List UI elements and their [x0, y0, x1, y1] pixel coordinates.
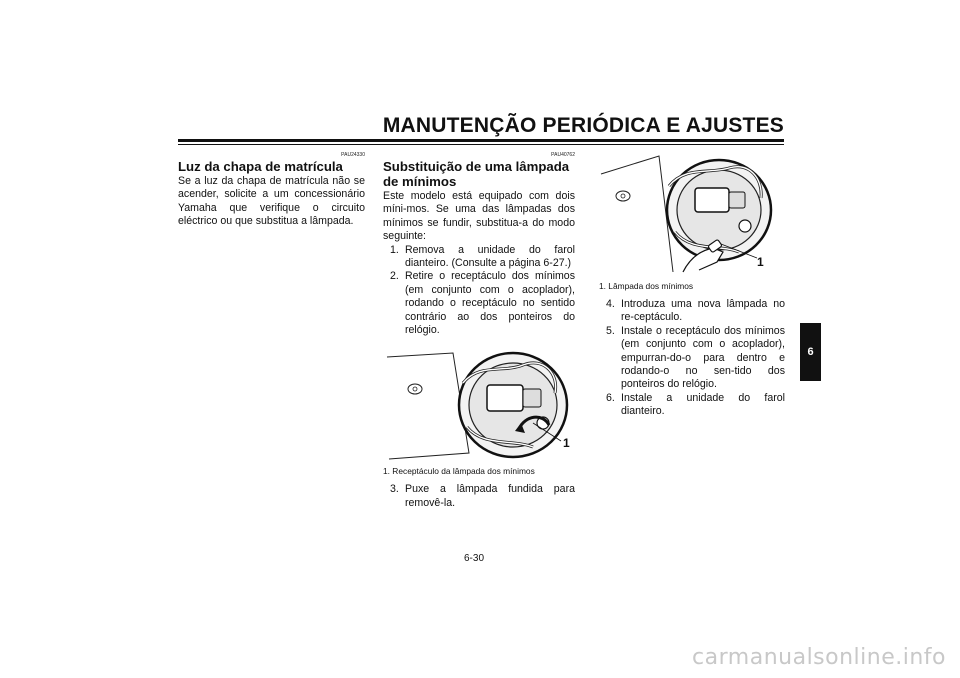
steps-list	[599, 298, 785, 419]
column-right	[599, 152, 785, 419]
step-text: Retire o receptáculo dos mínimos (em conjunto com o acoplador), rodando o receptáculo no sentido contrário ao dos ponteiros do relógio.	[405, 270, 575, 337]
figure-caption: 1. Lâmpada dos mínimos	[599, 281, 694, 291]
section-heading-position-lamp: Substituição de uma lâmpada de mínimos	[383, 159, 570, 189]
step-text: Introduza uma nova lâmpada no re-ceptáculo.	[621, 298, 785, 324]
section-code: PAU40762	[551, 152, 575, 158]
figure-caption: 1. Receptáculo da lâmpada dos mínimos	[383, 466, 535, 477]
list-item	[383, 244, 575, 271]
step-text: Instale o receptáculo dos mínimos (em conjunto com o acoplador), empurran-do-o para dentro e rodando-o no sen-tido dos ponteiros do relógio.	[621, 324, 785, 391]
figure-callout: 1	[757, 255, 764, 269]
column-middle	[383, 152, 575, 510]
section-heading-license-light: Luz da chapa de matrícula	[178, 159, 343, 174]
header-rule-thin	[178, 144, 784, 145]
list-item	[383, 270, 575, 337]
step-number: 3.	[390, 483, 399, 496]
page-title: MANUTENÇÃO PERIÓDICA E AJUSTES	[382, 114, 784, 137]
page-number: 6-30	[464, 553, 485, 564]
step-number: 2.	[390, 270, 399, 283]
step-number: 5.	[606, 324, 615, 337]
steps-list	[383, 483, 575, 510]
step-number: 4.	[606, 298, 615, 310]
section-code: PAU24330	[341, 152, 365, 158]
list-item	[599, 298, 785, 325]
column-left	[178, 152, 365, 229]
section-intro: Este modelo está equipado com dois míni-mos. Se uma das lâmpadas dos mínimos se fundir, substitua-a do modo seguinte:	[383, 190, 575, 243]
figure-socket-removal	[383, 343, 575, 463]
watermark: carmanualsonline.info	[692, 645, 946, 670]
list-item	[599, 325, 785, 392]
list-item	[599, 392, 785, 419]
figure-bulb	[599, 152, 785, 278]
steps-list	[383, 244, 575, 338]
section-text-license-light: Se a luz da chapa de matrícula não se acender, solicite a um concessionário Yamaha que verifique o circuito eléctrico ou que substitua a lâmpada.	[178, 175, 365, 228]
headlight-socket-illustration	[383, 343, 575, 463]
header-rule-thick	[178, 139, 784, 142]
step-number: 1.	[390, 243, 399, 256]
step-text: Puxe a lâmpada fundida para removê-la.	[405, 483, 575, 509]
chapter-tab: 6	[800, 323, 821, 381]
figure-callout: 1	[563, 436, 570, 451]
step-text: Instale a unidade do farol dianteiro.	[621, 391, 785, 418]
step-text: Remova a unidade do farol dianteiro. (Consulte a página 6-27.)	[405, 243, 575, 270]
step-number: 6.	[606, 391, 615, 404]
list-item	[383, 483, 575, 510]
